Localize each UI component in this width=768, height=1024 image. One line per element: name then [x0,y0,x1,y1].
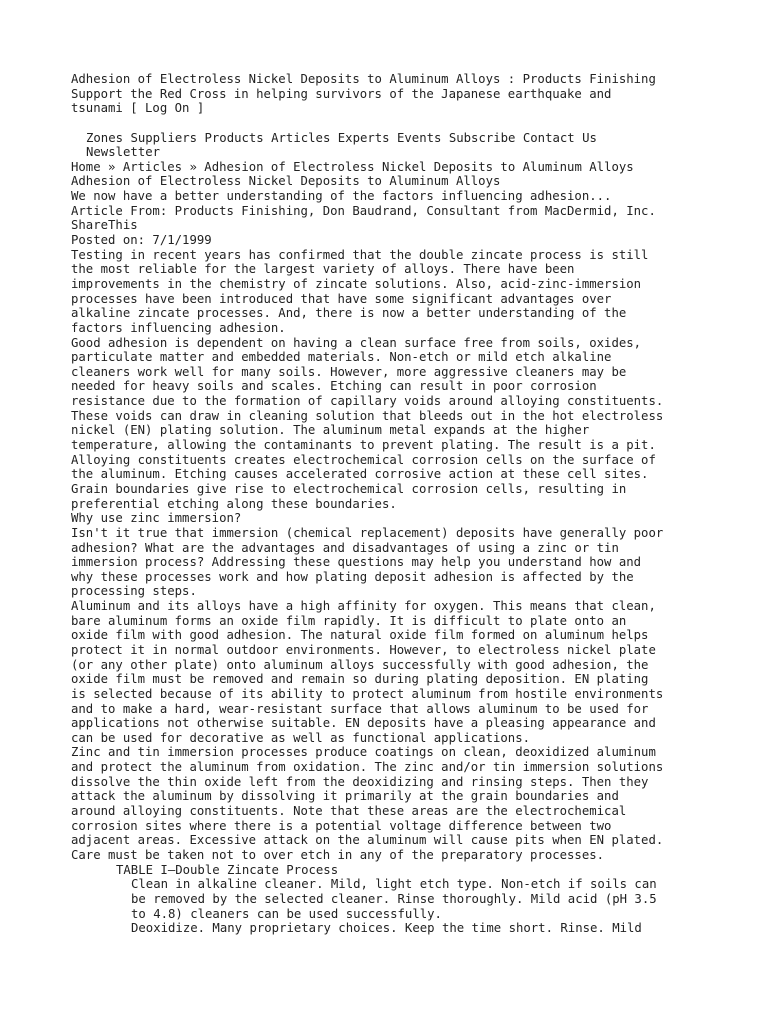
paragraph-line: Care must be taken not to over etch in any of the preparatory processes. [71,847,605,862]
paragraph-line: and protect the aluminum from oxidation. The zinc and/or tin immersion solutions [71,760,664,775]
article-source: Article From: Products Finishing, Don Baudrand, Consultant from MacDermid, Inc. [71,203,656,218]
share-this-link[interactable]: ShareThis [71,218,138,233]
spacer [71,116,751,131]
header-notice-text[interactable]: tsunami [ Log On ] [71,101,205,116]
nav-item-products[interactable]: Products [204,130,264,145]
document-page [71,72,751,936]
paragraph-line: protect it in normal outdoor environments. However, to electroless nickel plate [71,642,656,657]
table-item-line: be removed by the selected cleaner. Rinse thoroughly. Mild acid (pH 3.5 [131,891,657,906]
section-heading-zinc-immersion: Why use zinc immersion? [71,511,242,526]
paragraph-line: needed for heavy soils and scales. Etching can result in poor corrosion [71,379,597,394]
paragraph-line: temperature, allowing the contaminants to prevent plating. The result is a pit. [71,438,656,453]
article-subtitle: We now have a better understanding of the factors influencing adhesion... [71,189,612,204]
header-notice-line-2 [71,101,751,116]
article-paragraph-1 [71,248,751,336]
paragraph-line: applications not otherwise suitable. EN deposits have a pleasing appearance and [71,716,656,731]
main-nav [71,131,751,160]
header-title-line: Adhesion of Electroless Nickel Deposits to Aluminum Alloys : Products Finishing [71,72,656,86]
paragraph-line: corrosion sites where there is a potential voltage difference between two [71,818,612,833]
paragraph-line: dissolve the thin oxide left from the deoxidizing and rinsing steps. Then they [71,774,649,789]
paragraph-line: Zinc and tin immersion processes produce coatings on clean, deoxidized aluminum [71,745,656,760]
nav-row [86,131,751,146]
paragraph-line: particulate matter and embedded materials. Non-etch or mild etch alkaline [71,350,612,365]
paragraph-line: Isn't it true that immersion (chemical replacement) deposits have generally poor [71,525,664,540]
paragraph-line: Grain boundaries give rise to electrochemical corrosion cells, resulting in [71,481,627,496]
table-double-zincate [71,863,751,936]
share-row [71,218,751,233]
article-paragraph-5 [71,745,751,862]
paragraph-line: factors influencing adhesion. [71,320,286,335]
posted-date: Posted on: 7/1/1999 [71,233,212,248]
nav-item-subscribe[interactable]: Subscribe [448,130,516,145]
paragraph-line: improvements in the chemistry of zincate solutions. Also, acid-zinc-immersion [71,276,642,291]
paragraph-line: oxide film with good adhesion. The natural oxide film formed on aluminum helps [71,628,649,643]
paragraph-line: and to make a hard, wear-resistant surface that allows aluminum to be used for [71,701,649,716]
paragraph-line: why these processes work and how plating deposit adhesion is affected by the [71,569,634,584]
paragraph-line: can be used for decorative as well as functional applications. [71,730,531,745]
article-paragraph-2 [71,336,751,512]
table-item-line: Deoxidize. Many proprietary choices. Keep the time short. Rinse. Mild [131,921,642,936]
paragraph-line: around alloying constituents. Note that these areas are the electrochemical [71,804,627,819]
breadcrumb-separator: » [182,159,205,174]
breadcrumb-home[interactable]: Home [71,159,101,174]
breadcrumb-separator: » [100,159,123,174]
paragraph-line: Testing in recent years has confirmed that the double zincate process is still [71,247,649,262]
paragraph-line: processing steps. [71,584,197,599]
breadcrumb [71,160,751,175]
paragraph-line: Aluminum and its alloys have a high affinity for oxygen. This means that clean, [71,599,656,614]
table-title: TABLE I—Double Zincate Process [116,862,339,877]
paragraph-line: oxide film must be removed and remain so during plating deposition. EN plating [71,672,649,687]
paragraph-line: alkaline zincate processes. And, there is now a better understanding of the [71,306,627,321]
paragraph-line: Alloying constituents creates electrochemical corrosion cells on the surface of [71,452,656,467]
nav-item-suppliers[interactable]: Suppliers [130,130,198,145]
article-paragraph-3 [71,526,751,599]
nav-item-contact-us[interactable]: Contact Us [522,130,597,145]
nav-item-zones[interactable]: Zones [86,130,124,145]
breadcrumb-current: Adhesion of Electroless Nickel Deposits to Aluminum Alloys [204,159,634,174]
paragraph-line: These voids can draw in cleaning solution that bleeds out in the hot electroless [71,408,664,423]
nav-row-2 [86,145,751,160]
breadcrumb-articles[interactable]: Articles [122,159,183,174]
paragraph-line: bare aluminum forms an oxide film rapidly. It is difficult to plate onto an [71,613,627,628]
page-header [71,72,751,116]
paragraph-line: (or any other plate) onto aluminum alloys successfully with good adhesion, the [71,657,649,672]
paragraph-line: Good adhesion is dependent on having a clean surface free from soils, oxides, [71,335,642,350]
paragraph-line: processes have been introduced that have some significant advantages over [71,291,612,306]
nav-item-articles[interactable]: Articles [271,130,331,145]
paragraph-line: nickel (EN) plating solution. The aluminum metal expands at the higher [71,423,590,438]
paragraph-line: cleaners work well for many soils. However, more aggressive cleaners may be [71,364,627,379]
paragraph-line: immersion process? Addressing these questions may help you understand how and [71,555,642,570]
table-item-line: Clean in alkaline cleaner. Mild, light etch type. Non-etch if soils can [131,877,657,892]
article-title: Adhesion of Electroless Nickel Deposits to Aluminum Alloys [71,174,501,189]
nav-item-experts[interactable]: Experts [337,130,390,145]
paragraph-line: adhesion? What are the advantages and disadvantages of using a zinc or tin [71,540,619,555]
header-notice-line: Support the Red Cross in helping survivors of the Japanese earthquake and [71,86,612,101]
table-item-line: to 4.8) cleaners can be used successfully. [131,906,442,921]
nav-item-newsletter[interactable]: Newsletter [86,145,161,160]
paragraph-line: is selected because of its ability to protect aluminum from hostile environments [71,686,664,701]
paragraph-line: the most reliable for the largest variety of alloys. There have been [71,262,575,277]
nav-item-events[interactable]: Events [397,130,442,145]
paragraph-line: the aluminum. Etching causes accelerated corrosive action at these cell sites. [71,467,649,482]
paragraph-line: attack the aluminum by dissolving it primarily at the grain boundaries and [71,789,619,804]
paragraph-line: resistance due to the formation of capillary voids around alloying constituents. [71,394,664,409]
article-paragraph-4 [71,599,751,745]
paragraph-line: adjacent areas. Excessive attack on the aluminum will cause pits when EN plated. [71,833,664,848]
paragraph-line: preferential etching along these boundaries. [71,496,397,511]
